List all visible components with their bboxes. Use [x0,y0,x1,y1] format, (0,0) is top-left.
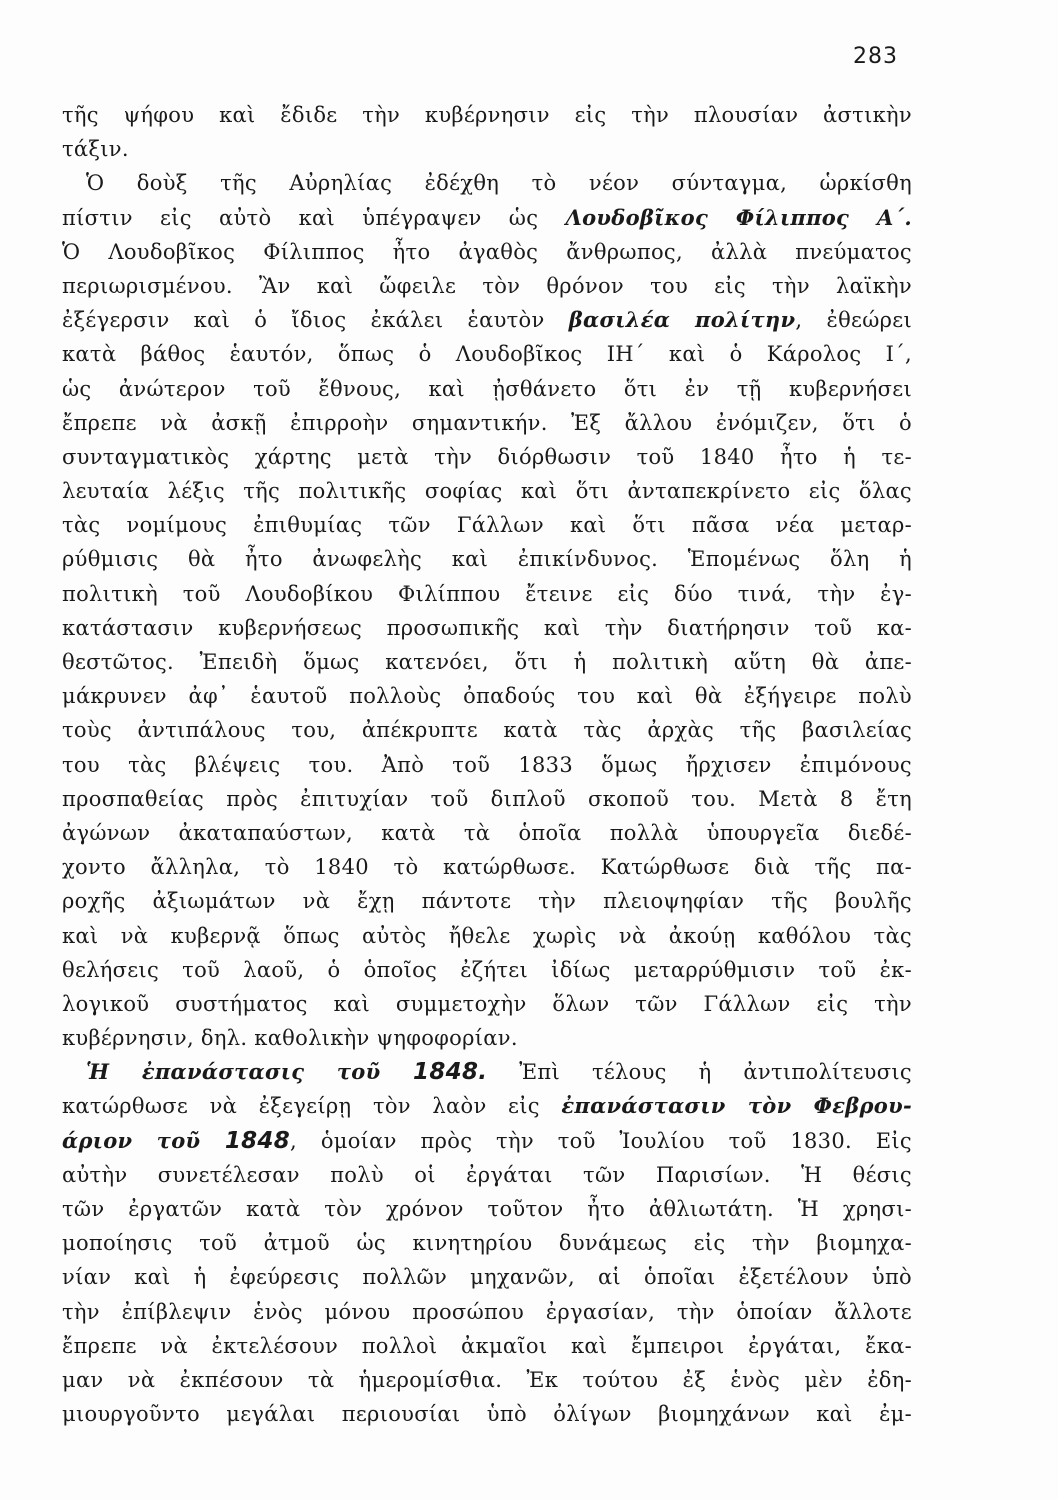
text-span: τοὺς ἀντιπάλους του, ἀπέκρυπτε κατὰ τὰς ἀρχὰς τῆς βασιλείας [62,718,912,743]
text-line [62,782,912,816]
text-span: Ἐπὶ τέλους ἡ ἀντιπολίτευσις [487,1060,912,1085]
text-line [62,645,912,679]
text-span: ρύθμισις θὰ ἦτο ἀνωφελὴς καὶ ἐπικίνδυνος. Ἑπομένως ὅλη ἡ [62,547,912,572]
emphasized-text: Λουδοβῖκος Φίλιππος Α΄. [565,204,912,230]
text-line [62,98,912,132]
text-span: ροχῆς ἀξιωμάτων νὰ ἔχῃ πάντοτε τὴν πλειοψηφίαν τῆς βουλῆς [62,889,912,914]
text-span: ἔπρεπε νὰ ἐκτελέσουν πολλοὶ ἀκμαῖοι καὶ ἔμπειροι ἐργάται, ἔκα- [62,1333,912,1358]
text-span: θελήσεις τοῦ λαοῦ, ὁ ὁποῖος ἐζήτει ἰδίως μεταρρύθμισιν τοῦ ἐκ- [62,957,912,982]
text-line [62,474,912,508]
page-number: 283 [853,44,898,69]
text-line [62,132,912,166]
text-line [62,713,912,747]
text-span: ἀγώνων ἀκαταπαύστων, κατὰ τὰ ὁποῖα πολλὰ ὑπουργεῖα διεδέ- [62,820,912,845]
text-span: κατάστασιν κυβερνήσεως προσωπικῆς καὶ τὴν διατήρησιν τοῦ κα- [62,615,912,640]
text-line [62,372,912,406]
text-line [62,337,912,371]
text-line [62,1021,912,1055]
text-line [62,1055,912,1089]
text-line [62,577,912,611]
emphasized-text: 1848. [413,1059,488,1086]
text-span: μιουργοῦντο μεγάλαι περιουσίαι ὑπὸ ὀλίγων βιομηχάνων καὶ ἐμ- [62,1402,912,1427]
text-line [62,508,912,542]
text-line [62,1089,912,1123]
text-line [62,440,912,474]
text-span: νίαν καὶ ἡ ἐφεύρεσις πολλῶν μηχανῶν, αἱ ὁποῖαι ἐξετέλουν ὑπὸ [62,1265,912,1290]
text-span: προσπαθείας πρὸς ἐπιτυχίαν τοῦ διπλοῦ σκοποῦ του. Μετὰ 8 ἔτη [62,786,912,811]
text-span: , ὁμοίαν πρὸς τὴν τοῦ Ἰουλίου τοῦ 1830. Εἰς [290,1128,912,1153]
emphasized-text: βασιλέα πολίτην [568,307,796,333]
text-span: πίστιν εἰς αὐτὸ καὶ ὑπέγραψεν ὡς [62,205,566,230]
text-span: μοποίησις τοῦ ἀτμοῦ ὡς κινητηρίου δυνάμεως εἰς τὴν βιομηχα- [62,1231,912,1256]
emphasized-text: 1848 [224,1127,291,1154]
text-line [62,748,912,782]
emphasized-text: άριον τοῦ [62,1127,225,1153]
text-line [62,919,912,953]
text-span: τῶν ἐργατῶν κατὰ τὸν χρόνον τοῦτον ἦτο ἀθλιωτάτη. Ἡ χρησι- [62,1197,912,1221]
text-line [62,816,912,850]
text-line [62,1124,912,1158]
text-line [62,1397,912,1431]
text-span: , ἐθεώρει [795,308,912,333]
text-line [62,987,912,1021]
text-span: μάκρυνεν ἀφ᾽ ἑαυτοῦ πολλοὺς ὀπαδούς του καὶ θὰ ἐξήγειρε πολὺ [62,684,912,709]
text-span: ἐξέγερσιν καὶ ὁ ἴδιος ἐκάλει ἑαυτὸν [62,308,569,333]
text-line [62,850,912,884]
text-span: κυβέρνησιν, δηλ. καθολικὴν ψηφοφορίαν. [62,1026,518,1051]
text-span: κατώρθωσε νὰ ἐξεγείρῃ τὸν λαὸν εἰς [62,1094,562,1119]
text-line [62,1260,912,1294]
text-span: του τὰς βλέψεις του. Ἀπὸ τοῦ 1833 ὅμως ἤρχισεν ἐπιμόνους [62,752,912,777]
text-span: ὡς ἀνώτερον τοῦ ἔθνους, καὶ ᾐσθάνετο ὅτι ἐν τῇ κυβερνήσει [62,376,912,401]
text-line [62,1295,912,1329]
text-span: τάξιν. [62,137,129,162]
text-span: αὐτὴν συνετέλεσαν πολὺ οἱ ἐργάται τῶν Παρισίων. Ἡ θέσις [62,1162,912,1187]
text-span: πολιτικὴ τοῦ Λουδοβίκου Φιλίππου ἔτεινε εἰς δύο τινά, τὴν ἐγ- [62,581,912,606]
text-span: τῆς ψήφου καὶ ἔδιδε τὴν κυβέρνησιν εἰς τὴν πλουσίαν ἀστικὴν [62,103,912,127]
text-line [62,542,912,576]
text-line [62,611,912,645]
text-span: τὰς νομίμους ἐπιθυμίας τῶν Γάλλων καὶ ὅτι πᾶσα νέα μεταρ- [62,513,912,538]
text-span: περιωρισμένου. Ἂν καὶ ὤφειλε τὸν θρόνον του εἰς τὴν λαϊκὴν [62,273,912,298]
emphasized-text: ἐπανάστασιν τὸν Φεβρου- [561,1093,912,1119]
text-line [62,1192,912,1226]
text-line [62,303,912,337]
text-span: συνταγματικὸς χάρτης μετὰ τὴν διόρθωσιν τοῦ 1840 ἦτο ἡ τε- [62,444,912,469]
text-span: μαν νὰ ἐκπέσουν τὰ ἡμερομίσθια. Ἐκ τούτου ἐξ ἑνὸς μὲν ἐδη- [62,1367,912,1392]
emphasized-text: Ἡ ἐπανάστασις τοῦ [86,1059,414,1085]
text-span: θεστῶτος. Ἐπειδὴ ὅμως κατενόει, ὅτι ἡ πολιτικὴ αὕτη θὰ ἀπε- [62,650,912,674]
text-line [62,166,912,200]
text-span: καὶ νὰ κυβερνᾷ ὅπως αὐτὸς ἤθελε χωρὶς νὰ ἀκούῃ καθόλου τὰς [62,923,912,948]
text-span: Ὁ δοὺξ τῆς Αὐρηλίας ἐδέχθη τὸ νέον σύνταγμα, ὡρκίσθη [86,171,912,196]
text-span: κατὰ βάθος ἑαυτόν, ὅπως ὁ Λουδοβῖκος ΙΗ΄ καὶ ὁ Κάρολος Ι΄, [62,342,912,367]
text-line [62,406,912,440]
text-line [62,953,912,987]
text-line [62,235,912,269]
text-span: λευταία λέξις τῆς πολιτικῆς σοφίας καὶ ὅτι ἀνταπεκρίνετο εἰς ὅλας [62,479,912,504]
text-line [62,679,912,713]
text-span: ἔπρεπε νὰ ἀσκῇ ἐπιρροὴν σημαντικήν. Ἐξ ἄλλου ἐνόμιζεν, ὅτι ὁ [62,410,912,435]
text-line [62,1329,912,1363]
text-line [62,269,912,303]
text-span: χοντο ἄλληλα, τὸ 1840 τὸ κατώρθωσε. Κατώρθωσε διὰ τῆς πα- [62,855,912,880]
text-line [62,201,912,235]
text-line [62,884,912,918]
text-span: τὴν ἐπίβλεψιν ἑνὸς μόνου προσώπου ἐργασίαν, τὴν ὁποίαν ἄλλοτε [62,1299,912,1324]
text-span: Ὁ Λουδοβῖκος Φίλιππος ἦτο ἀγαθὸς ἄνθρωπος, ἀλλὰ πνεύματος [62,239,912,264]
text-span: λογικοῦ συστήματος καὶ συμμετοχὴν ὅλων τῶν Γάλλων εἰς τὴν [62,991,912,1016]
text-line [62,1158,912,1192]
text-line [62,1363,912,1397]
text-line [62,1226,912,1260]
body-text [62,98,912,1431]
